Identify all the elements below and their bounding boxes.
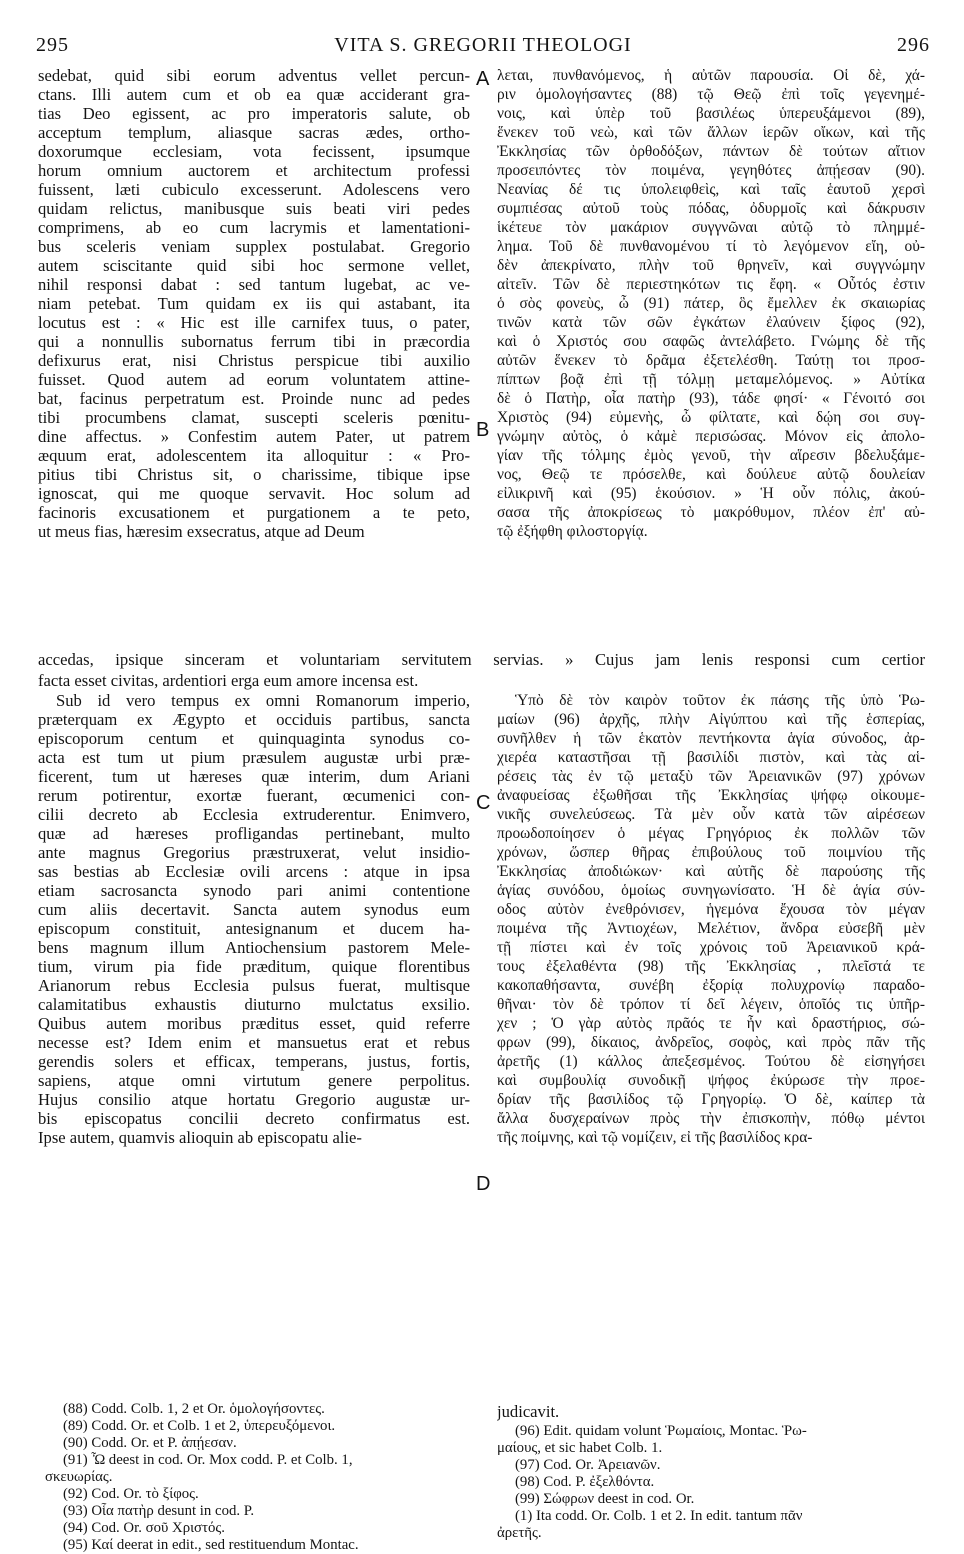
text-line: necesse est? Idem enim et mansuetus erat et rebus [38, 1033, 470, 1052]
footnote-line: (98) Cod. P. ἐξελθόντα. [515, 1474, 655, 1490]
text-line: bis episcopatus concilii decreto confirmatus est. [38, 1109, 470, 1128]
footnote-line: (94) Cod. Or. σοῦ Χριστός. [63, 1520, 225, 1536]
text-line: sas bestias ab Ecclesiæ ovili arcens : atque in ipsa [38, 862, 470, 881]
text-line: χεν ; Ὁ γὰρ αὐτὸς πρᾶός τε ἦν καὶ δραστήριος, σώ- [497, 1015, 925, 1032]
text-line: συνῆλθεν ἡ τῶν ἑκατὸν πεντήκοντα ἁγία σύνοδος, ἀρ- [497, 730, 925, 747]
footnote-line: judicavit. [497, 1402, 560, 1421]
text-line: pitius tibi Christus sit, o charissime, tibique ipse [38, 465, 470, 484]
footnote-line: (95) Καί deerat in edit., sed restituendum Montac. [63, 1537, 359, 1553]
text-line: τῷ ἐξήφθη φιλοστοργίᾳ. [497, 523, 648, 540]
text-line: ἄλλα δυσχεραίνων πρὸς τὴν ἐπισκοπὴν, πόθῳ μέντοι [497, 1110, 925, 1127]
text-line: bat, facinus perpetratum est. Proinde nunc ad pedes [38, 389, 470, 408]
text-line: facinoris excusationem et purgationem a te peto, [38, 503, 470, 522]
text-line: ignoscat, qui me quoque servavit. Hoc solum ad [38, 484, 470, 503]
text-line: ctans. Illi autem cum et ob ea quæ acciderant gra- [38, 85, 470, 104]
text-line: Ἐκκλησίας τῶν ὀρθοδόξων, πάντων δὲ τούτων αἴτιον [497, 143, 925, 160]
text-line: tium, virum pia fide præditum, quique florentibus [38, 957, 470, 976]
running-title: VITA S. GREGORII THEOLOGI [334, 34, 632, 56]
footnote-line: μαίους, et sic habet Colb. 1. [497, 1440, 663, 1456]
footnote-line: ἀρετῆς. [497, 1525, 542, 1541]
margin-marker-a: A [476, 68, 490, 90]
text-line: νοις, καὶ ὑπὲρ τοῦ βασιλέως ὑπερευξάμενοι (89), [497, 105, 925, 122]
text-line: λεται, πυνθανόμενος, ἡ αὐτῶν παρουσία. Οἱ δὲ, χά- [497, 67, 925, 84]
text-line: νικῆς συνελεύσεως. Τὰ μὲν οὖν κατὰ τῶν αἱρέσεων [497, 806, 925, 823]
text-line: acceptum templum, aliasque sacras ædes, ortho- [38, 123, 470, 142]
text-line: qui a nonnullis subornatus ferrum tibi in præcordia [38, 332, 470, 351]
text-line: χρόνων, ὥσπερ θῆρας ἐπιβούλους τοῦ ποιμνίου τῆς [497, 844, 925, 861]
text-line: etiam sacrosancta synodo pari animi contentione [38, 881, 470, 900]
page-number-right: 296 [897, 34, 930, 56]
text-line: φρων (99), δίκαιος, ἀνδρεῖος, σοφὸς, καὶ πρὸς πᾶν τῆς [497, 1034, 925, 1051]
text-line: nihil responsi dabat : sed tantum lugebat, ac ve- [38, 275, 470, 294]
text-line: facta esset civitas, ardentiori erga eum amore incensa est. [38, 671, 419, 690]
page-number-left: 295 [36, 34, 69, 56]
footnotes-right [497, 1401, 925, 1542]
text-line: προσειπόντες τὸν ποιμένα, γεγηθότες ἀπῄεσαν (90). [497, 162, 925, 179]
running-header [36, 34, 930, 58]
text-line: εἰλικρινῆ καὶ (95) ἑκούσιον. » Ἡ οὖν πόλις, ἀκού- [497, 485, 925, 502]
text-line: locutus est : « Hic est ille carnifex tuus, o pater, [38, 313, 470, 332]
text-line: rerum potirentur, exortæ fuerant, œcumenici con- [38, 786, 470, 805]
footnotes-left [45, 1401, 475, 1554]
text-line: τινῶν κατὰ τῶν σῶν ἐγκάτων ἐλαύνειν ξίφος (92), [497, 314, 925, 331]
text-line: καὶ συμβουλίᾳ συνοδικῇ ψήφος ἐκύρωσε τὴν προε- [497, 1072, 925, 1089]
text-line: κακοπαθήσαντα, συνέβη ἐξορίᾳ πολυχρονίῳ παραδο- [497, 977, 925, 994]
footnote-line: σκευωρίας. [45, 1469, 113, 1485]
text-line: αὐτῶν ἕνεκεν τὸ δρᾶμα ἐξετελέσθη. Ταύτῃ τοι προσ- [497, 352, 925, 369]
text-line: Hujus consilio atque hortatu Gregorio augustæ ur- [38, 1090, 470, 1109]
text-line: Νεανίας δέ τις ὑπολειφθεὶς, καὶ ταῖς ἑαυτοῦ χερσὶ [497, 181, 925, 198]
text-line: τους ἐξελαθέντα (98) τῆς Ἐκκλησίας , πλεῖστά τε [497, 958, 925, 975]
text-line: episcopum constituit, antesignanum et ducem ha- [38, 919, 470, 938]
text-line: bens magnum illum Antiochensium pastorem Mele- [38, 938, 470, 957]
margin-marker-c: C [476, 792, 491, 814]
text-line: præterquam ex Ægypto et occiduis partibus, sancta [38, 710, 470, 729]
text-line: niam petebat. Tum quidam ex iis qui astabant, ita [38, 294, 470, 313]
footnote-line: (96) Edit. quidam volunt Ῥωμαίοις, Montac. Ῥω- [515, 1423, 807, 1439]
greek-column-section-1 [497, 66, 925, 541]
text-line: quæ ad hæreses profligandas pertinebant, multo [38, 824, 470, 843]
text-line: tibi procumbens clamat, suscepti sceleris pœnitu- [38, 408, 470, 427]
text-line: autem sciscitante quid sibi hoc sermone vellet, [38, 256, 470, 275]
text-line: ut meus fias, hæresim exsecratus, atque ad Deum [38, 522, 365, 541]
text-line: πίπτων βοᾷ ἐπὶ τῇ τόλμῃ μεταμελόμενος. » Αὐτίκα [497, 371, 925, 388]
text-line: δὲ ὁ Πατὴρ, οἷα πατὴρ (93), τάδε φησί· « Γένοιτό σοι [497, 390, 925, 407]
text-line: οδος αὐτὸν ἐνεθρόνισεν, ἡγεμόνα ἔχουσα τὸν μέγαν [497, 901, 925, 918]
text-line: συμπιέσας αὐτοῦ τοὺς πόδας, ὀδυρμοῖς καὶ δάκρυσιν [497, 200, 925, 217]
text-line: Χριστὸς (94) εὐμενὴς, ὦ φίλτατε, καὶ δῴη σοι συγ- [497, 409, 925, 426]
text-line: τῆς ποίμνης, καὶ τῷ νομίζειν, εἰ τῆς βασιλίδος κρα- [497, 1129, 813, 1146]
text-line: calamitatibus exhaustis diuturno mulctatus exsilio. [38, 995, 470, 1014]
footnote-line: (88) Codd. Colb. 1, 2 et Or. ὁμολογήσοντες. [63, 1401, 325, 1417]
greek-column-section-2 [497, 691, 925, 1147]
text-line: fuissent, læti cubiculo excesserunt. Adolescens vero [38, 180, 470, 199]
text-line: Arianorum rebus Ecclesia pulsus fuerat, multisque [38, 976, 470, 995]
text-line: μαίων (96) ἀρχῆς, πλὴν Αἰγύπτου καὶ τῆς ἑσπερίας, [497, 711, 925, 728]
margin-marker-b: B [476, 419, 490, 441]
footnote-line: (89) Codd. Or. et Colb. 1 et 2, ὑπερευξόμενοι. [63, 1418, 336, 1434]
latin-column-section-1 [38, 66, 470, 541]
full-width-latin-paragraph [38, 649, 925, 691]
text-line: χιερέα καταστῆσαι τῇ βασιλίδι πιστὸν, καὶ τὰς αἱ- [497, 749, 925, 766]
text-line: τῇ πίστει καὶ ἐν τοῖς χρόνοις τοῦ Ἀρειανικοῦ κρά- [497, 939, 925, 956]
text-line: θῆναι· τὸν δὲ τρόπον τί δεῖ λέγειν, ὁποῖός τις ὑπῆρ- [497, 996, 925, 1013]
text-line: defixurus erat, nisi Christus perspicue tibi auxilio [38, 351, 470, 370]
text-line: γνώμην αὐτὸς, ὁ κἀμὲ περισώσας. Μόνον εἰς ἀπολο- [497, 428, 925, 445]
text-line: sedebat, quid sibi eorum adventus vellet percun- [38, 66, 470, 85]
text-line: episcoporum centum et quinquaginta synodus co- [38, 729, 470, 748]
text-line: γίαν τῆς τόλμης ἐμὸς γενοῦ, τὴν αἵρεσιν βδελυξάμε- [497, 447, 925, 464]
text-line: Ἐκκλησίας ἀποδιώκων· καὶ αὐτῆς δὲ παρούσης τῆς [497, 863, 925, 880]
text-line: ποιμένα τῆς Ἀντιοχέων, Μελέτιον, ἄνδρα εὐσεβῆ μὲν [497, 920, 925, 937]
margin-marker-d: D [476, 1173, 491, 1195]
text-line: Ὑπὸ δὲ τὸν καιρὸν τοῦτον ἐκ πάσης τῆς ὑπὸ Ῥω- [515, 692, 925, 709]
text-line: cum aliis decertavit. Sancta autem synodus eum [38, 900, 470, 919]
latin-column-section-2 [38, 691, 470, 1147]
text-line: Quibus autem moribus præditus esset, quid referre [38, 1014, 470, 1033]
text-line: αἰτεῖν. Τῶν δὲ περιεστηκότων τις ἔφη. « Οὗτός ἐστιν [497, 276, 925, 293]
text-line: dine affectus. » Confestim autem Pater, ut patrem [38, 427, 470, 446]
text-line: Sub id vero tempus ex omni Romanorum imperio, [56, 691, 470, 710]
text-line: comprimens, ab eo cum lacrymis et lamentationi- [38, 218, 470, 237]
text-line: sapiens, atque omni virtutum genere perpolitus. [38, 1071, 470, 1090]
footnote-line: (1) Ita codd. Or. Colb. 1 et 2. In edit. tantum πᾶν [515, 1508, 803, 1524]
text-line: accedas, ipsique sinceram et voluntariam servitutem servias. » Cujus jam lenis responsi cum certior [38, 650, 925, 669]
text-line: tias Deo egissent, ac pro imperatoris salute, ob [38, 104, 470, 123]
footnote-line: (97) Cod. Or. Ἀρειανῶν. [515, 1457, 661, 1473]
text-line: quidam relictus, manibusque suis beati viri pedes [38, 199, 470, 218]
footnote-line: (92) Cod. Or. τὸ ξίφος. [63, 1486, 199, 1502]
text-line: ριν ὁμολογήσαντες (88) τῷ Θεῷ ἐπὶ τοῖς γεγενημέ- [497, 86, 925, 103]
text-line: ἁγίας συνόδου, ὁμοίως συνηγωνίσατο. Ἡ δὲ ἁγία σύν- [497, 882, 925, 899]
text-line: ρέσεις τὰς ἐν τῷ μεταξὺ τῶν Ἀρειανικῶν (97) χρόνων [497, 768, 925, 785]
text-line: ὁ σὸς φονεὺς, ὦ (91) πάτερ, ὃς ἔμελλεν ἐκ σκαιωρίας [497, 295, 925, 312]
text-line: προωδοποίησεν ὁ μέγας Γρηγόριος ἐκ πολλῶν τῶν [497, 825, 925, 842]
text-line: λημα. Τοῦ δὲ πυνθανομένου τί τὸ λεγόμενον εἴη, οὐ- [497, 238, 925, 255]
footnote-line: (93) Οἷα πατὴρ desunt in cod. P. [63, 1503, 255, 1519]
text-line: ficerent, tum ut hæreses quæ interim, dum Ariani [38, 767, 470, 786]
text-line: doxorumque ecclesiam, vota fecissent, ipsumque [38, 142, 470, 161]
text-line: fuisset. Quod autem ad eorum voluntatem attine- [38, 370, 470, 389]
text-line: σασα τῆς ἀποκρίσεως τὸ μακρόθυμον, πλέον ἐπ' αὐ- [497, 504, 925, 521]
text-line: δὲν ἀπεκρίνατο, πλὴν τοῦ θρηνεῖν, καὶ συγγνώμην [497, 257, 925, 274]
footnote-line: (90) Codd. Or. et P. ἀπῄεσαν. [63, 1435, 237, 1451]
text-line: νος, Θεῷ τε πρόσελθε, καὶ δούλευε αὐτῷ δουλείαν [497, 466, 925, 483]
text-line: ἕνεκεν τοῦ νεὼ, καὶ τῶν ἄλλων ἱερῶν οἴκων, καὶ τῆς [497, 124, 925, 141]
text-line: ἱκέτευε τὸν μακάριον συγγνῶναι αὐτῷ τὸ πλημμέ- [497, 219, 925, 236]
text-line: καὶ ὁ Χριστός σου σαφῶς ἀντελάβετο. Γνώμης δὲ τῆς [497, 333, 925, 350]
text-line: æquum erat, adolescentem ita alloquitur : « Pro- [38, 446, 470, 465]
text-line: ante magnus Gregorius præstruxerat, velut insidio- [38, 843, 470, 862]
text-line: δρίαν τῆς βασιλίδος τῷ Γρηγορίῳ. Ὁ δὲ, καίπερ τὰ [497, 1091, 925, 1108]
text-line: acta est tum ut pium præsulem augustæ urbi præ- [38, 748, 470, 767]
footnote-line: (99) Σώφρων deest in cod. Or. [515, 1491, 695, 1507]
text-line: cilii decreto ab Ecclesia extruderentur. Enimvero, [38, 805, 470, 824]
text-line: horum omnium auctorem et architectum professi [38, 161, 470, 180]
text-line: bus sceleris veniam supplex postulabat. Gregorio [38, 237, 470, 256]
text-line: gerendis solers et efficax, temperans, justus, fortis, [38, 1052, 470, 1071]
text-line: ἀναφυείσας ἐξωθῆσαι τῆς Ἐκκλησίας ψήφῳ οἰκουμε- [497, 787, 925, 804]
footnote-line: (91) Ὦ deest in cod. Or. Mox codd. P. et Colb. 1, [63, 1452, 353, 1468]
text-line: ἀρετῆς (1) κάλλος ἀπεξεσμένος. Τούτου δὲ εἰσηγήσει [497, 1053, 925, 1070]
text-line: Ipse autem, quamvis alioquin ab episcopatu alie- [38, 1128, 362, 1147]
